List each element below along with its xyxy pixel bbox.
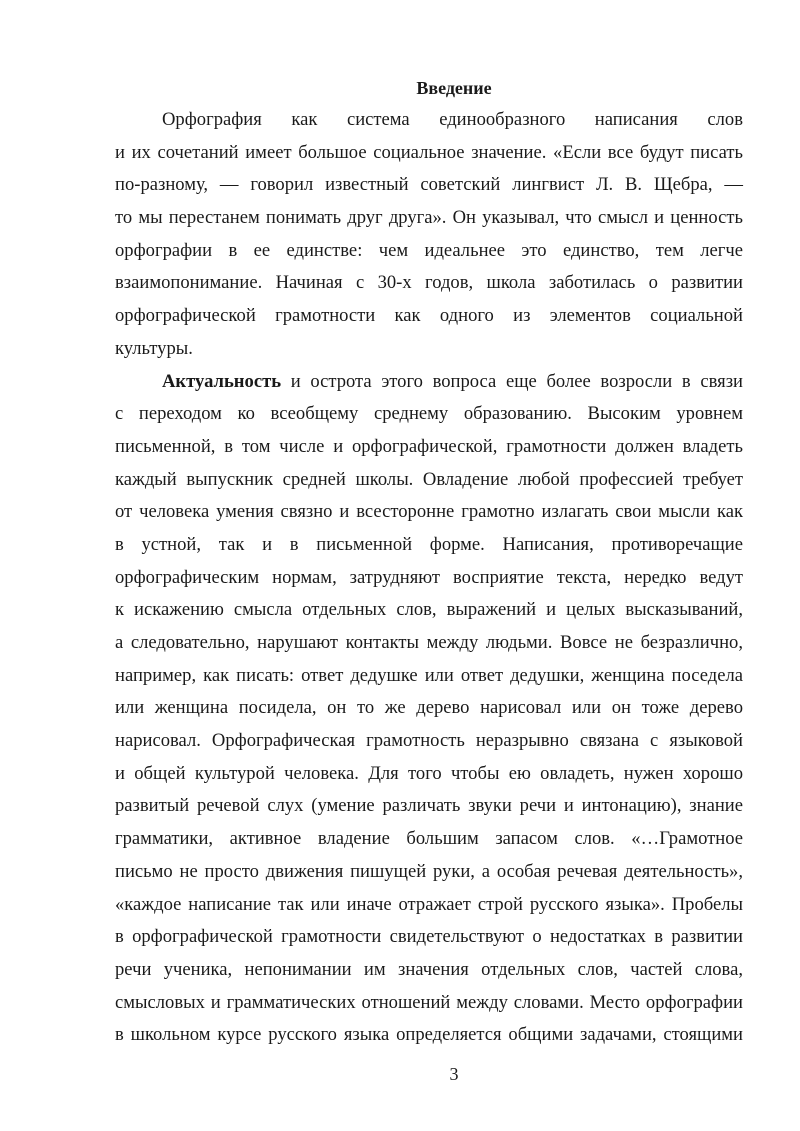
text-line-rest: и острота этого вопроса еще более возросли в связи	[281, 370, 743, 392]
text-line-lead	[115, 366, 743, 399]
text-line: то мы перестанем понимать друг друга». Он указывал, что смысл и ценность	[115, 207, 743, 229]
text-line: в орфографической грамотности свидетельствуют о недостатках в развитии	[115, 926, 743, 948]
text-line: смысловых и грамматических отношений между словами. Место орфографии	[115, 991, 743, 1013]
text-line: орфографическим нормам, затрудняют восприятие текста, нередко ведут	[115, 566, 743, 588]
document-body	[115, 104, 743, 1052]
text-line: к искажению смысла отдельных слов, выражений и целых высказываний,	[115, 599, 743, 621]
text-line: от человека умения связно и всесторонне грамотно излагать свои мысли как	[115, 501, 743, 523]
text-line: взаимопонимание. Начиная с 30-х годов, школа заботилась о развитии	[115, 272, 743, 294]
text-line: и общей культурой человека. Для того чтобы ею овладеть, нужен хорошо	[115, 762, 743, 784]
text-line: развитый речевой слух (умение различать звуки речи и интонацию), знание	[115, 795, 743, 817]
text-line: орфографической грамотности как одного из элементов социальной	[115, 305, 743, 327]
text-line: по-разному, — говорил известный советский лингвист Л. В. Щебра, —	[115, 174, 743, 196]
text-line: в устной, так и в письменной форме. Написания, противоречащие	[115, 533, 743, 555]
text-line: орфографии в ее единстве: чем идеальнее это единство, тем легче	[115, 239, 743, 261]
page-title: Введение	[416, 78, 492, 98]
text-line: «каждое написание так или иначе отражает строй русского языка». Пробелы	[115, 893, 743, 915]
text-line: а следовательно, нарушают контакты между людьми. Вовсе не безразлично,	[115, 632, 743, 653]
text-line: в школьном курсе русского языка определяется общими задачами, стоящими	[115, 1024, 743, 1046]
text-line: нарисовал. Орфографическая грамотность неразрывно связана с языковой	[115, 730, 743, 752]
keyword-bold: Актуальность	[162, 370, 282, 392]
text-line: Орфография как система единообразного написания слов	[162, 109, 743, 130]
text-line: каждый выпускник средней школы. Овладение любой профессией требует	[115, 468, 743, 490]
text-line: грамматики, активное владение большим запасом слов. «…Грамотное	[115, 828, 743, 850]
text-line: или женщина посидела, он то же дерево нарисовал или он тоже дерево	[115, 697, 743, 719]
text-line: и их сочетаний имеет большое социальное значение. «Если все будут писать	[115, 141, 743, 163]
text-line: например, как писать: ответ дедушке или ответ дедушки, женщина поседела	[115, 664, 743, 686]
text-line: письмо не просто движения пишущей руки, а особая речевая деятельность»,	[115, 860, 743, 882]
text-line: письменной, в том числе и орфографической, грамотности должен владеть	[115, 435, 743, 457]
text-line: речи ученика, непонимании им значения отдельных слов, частей слова,	[115, 958, 743, 980]
page-number: 3	[449, 1064, 459, 1084]
text-line: культуры.	[115, 337, 193, 359]
text-line: с переходом ко всеобщему среднему образованию. Высоким уровнем	[115, 403, 743, 425]
